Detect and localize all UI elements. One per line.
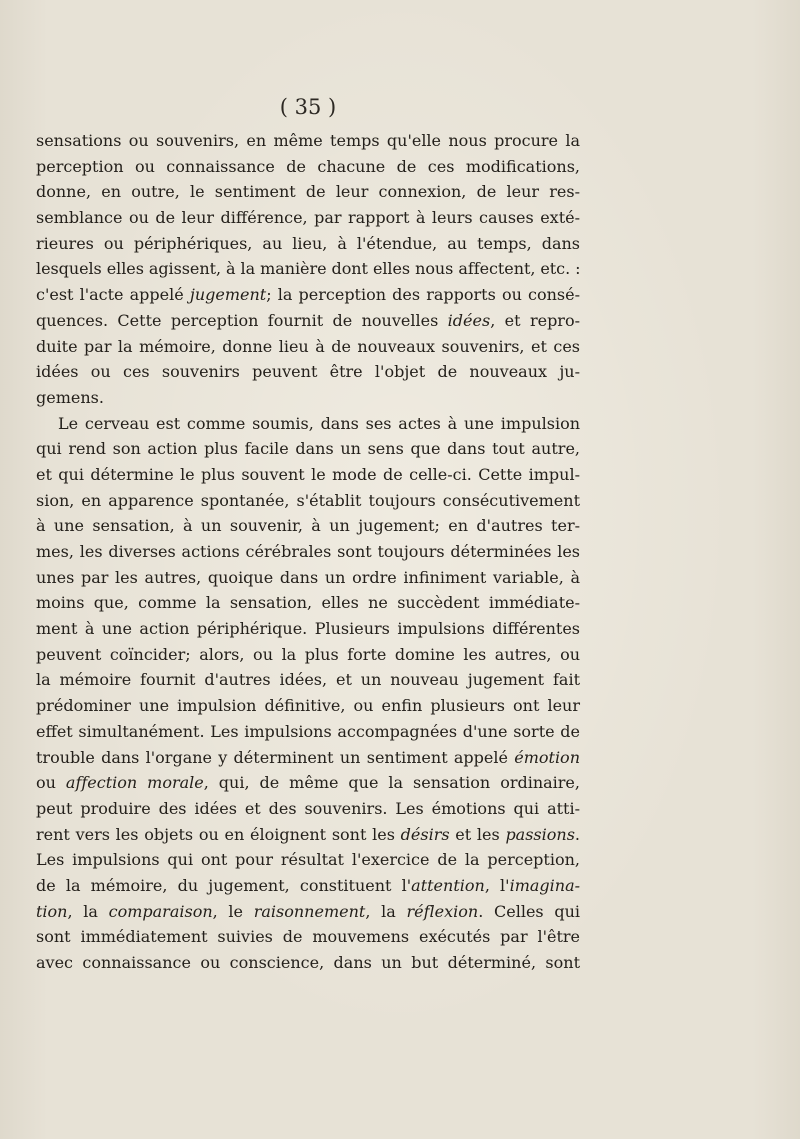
text-segment: , le bbox=[212, 901, 254, 921]
italic-term: jugement bbox=[189, 285, 267, 305]
text-segment: . bbox=[574, 824, 580, 844]
text-segment: sion, en apparence spontanée, s'établit toujours consécutivement bbox=[36, 490, 580, 510]
text-line bbox=[36, 308, 580, 334]
text-segment: ou bbox=[36, 773, 66, 793]
italic-term: idées bbox=[447, 310, 491, 330]
text-segment: à une sensation, à un souvenir, à un jugement; en d'autres ter- bbox=[36, 516, 580, 536]
text-line bbox=[36, 590, 580, 616]
text-segment: trouble dans l'organe y déterminent un sentiment appelé bbox=[36, 747, 515, 767]
text-segment: , la bbox=[365, 901, 407, 921]
text-line bbox=[36, 411, 580, 437]
text-line bbox=[36, 924, 580, 950]
text-segment: de la mémoire, du jugement, constituent l' bbox=[36, 875, 412, 895]
text-line bbox=[36, 899, 580, 925]
text-line bbox=[36, 950, 580, 976]
italic-term: imagina- bbox=[509, 875, 581, 895]
text-segment: unes par les autres, quoique dans un ordre infiniment variable, à bbox=[36, 567, 580, 587]
text-line bbox=[36, 539, 580, 565]
text-line bbox=[36, 745, 580, 771]
text-segment: prédominer une impulsion définitive, ou enfin plusieurs ont leur bbox=[36, 696, 580, 716]
text-line bbox=[36, 693, 580, 719]
text-line bbox=[36, 385, 580, 411]
text-line bbox=[36, 616, 580, 642]
text-segment: ; la perception des rapports ou consé- bbox=[266, 285, 580, 305]
text-line bbox=[36, 513, 580, 539]
text-segment: , et repro- bbox=[490, 310, 580, 330]
body-text bbox=[36, 128, 580, 976]
text-line bbox=[36, 488, 580, 514]
text-line bbox=[36, 154, 580, 180]
text-segment: Le cerveau est comme soumis, dans ses actes à une impulsion bbox=[58, 413, 580, 433]
text-segment: , la bbox=[67, 901, 109, 921]
text-line bbox=[36, 179, 580, 205]
text-line bbox=[36, 462, 580, 488]
text-line bbox=[36, 873, 580, 899]
text-segment: c'est l'acte appelé bbox=[36, 285, 190, 305]
text-line bbox=[36, 436, 580, 462]
text-segment: effet simultanément. Les impulsions accompagnées d'une sorte de bbox=[36, 721, 580, 741]
text-segment: et qui détermine le plus souvent le mode de celle-ci. Cette impul- bbox=[36, 464, 580, 484]
text-segment: avec connaissance ou conscience, dans un but déterminé, sont bbox=[36, 953, 580, 972]
text-segment: sont immédiatement suivies de mouvemens exécutés par l'être bbox=[36, 927, 580, 947]
text-line bbox=[36, 642, 580, 668]
text-line bbox=[36, 359, 580, 385]
italic-term: tion bbox=[36, 901, 68, 921]
text-line bbox=[36, 256, 580, 282]
text-segment: gemens. bbox=[36, 387, 104, 407]
text-line bbox=[36, 847, 580, 873]
text-segment: duite par la mémoire, donne lieu à de nouveaux souvenirs, et ces bbox=[36, 336, 580, 356]
text-segment: . Celles qui bbox=[478, 901, 580, 921]
italic-term: passions bbox=[505, 824, 575, 844]
italic-term: attention bbox=[411, 875, 485, 895]
text-segment: perception ou connaissance de chacune de ces modifications, bbox=[36, 156, 580, 176]
italic-term: affection morale bbox=[65, 773, 204, 793]
italic-term: comparaison bbox=[108, 901, 213, 921]
text-segment: peuvent coïncider; alors, ou la plus forte domine les autres, ou bbox=[36, 644, 580, 664]
text-segment: idées ou ces souvenirs peuvent être l'objet de nouveaux ju- bbox=[36, 362, 580, 382]
text-segment: Les impulsions qui ont pour résultat l'exercice de la perception, bbox=[36, 850, 580, 870]
text-line bbox=[36, 796, 580, 822]
italic-term: émotion bbox=[514, 747, 580, 767]
text-segment: lesquels elles agissent, à la manière dont elles nous affectent, etc. : bbox=[36, 259, 581, 279]
text-line bbox=[36, 770, 580, 796]
page-number: ( 35 ) bbox=[279, 95, 337, 119]
text-segment: mes, les diverses actions cérébrales sont toujours déterminées les bbox=[36, 542, 580, 561]
text-segment: , l' bbox=[484, 875, 510, 895]
text-segment: rieures ou périphériques, au lieu, à l'étendue, au temps, dans bbox=[36, 233, 580, 253]
text-line bbox=[36, 565, 580, 591]
text-segment: semblance ou de leur différence, par rapport à leurs causes exté- bbox=[36, 208, 580, 228]
text-segment: la mémoire fournit d'autres idées, et un nouveau jugement fait bbox=[36, 670, 580, 690]
text-segment: moins que, comme la sensation, elles ne succèdent immédiate- bbox=[36, 593, 580, 613]
text-segment: qui rend son action plus facile dans un sens que dans tout autre, bbox=[36, 439, 580, 459]
text-line bbox=[36, 282, 580, 308]
text-line bbox=[36, 667, 580, 693]
text-segment: quences. Cette perception fournit de nouvelles bbox=[36, 310, 448, 330]
italic-term: raisonnement bbox=[253, 901, 366, 921]
text-segment: sensations ou souvenirs, en même temps qu'elle nous procure la bbox=[36, 131, 580, 150]
italic-term: désirs bbox=[400, 824, 450, 844]
text-line bbox=[36, 231, 580, 257]
text-line bbox=[36, 822, 580, 848]
text-segment: ment à une action périphérique. Plusieurs impulsions différentes bbox=[36, 619, 580, 639]
text-line bbox=[36, 719, 580, 745]
text-line bbox=[36, 334, 580, 360]
italic-term: réflexion bbox=[406, 901, 479, 921]
text-segment: rent vers les objets ou en éloignent sont les bbox=[36, 824, 401, 844]
text-line bbox=[36, 128, 580, 154]
text-line bbox=[36, 205, 580, 231]
text-segment: , qui, de même que la sensation ordinaire, bbox=[203, 773, 580, 793]
text-segment: peut produire des idées et des souvenirs. Les émotions qui atti- bbox=[36, 798, 580, 818]
text-segment: et les bbox=[449, 824, 506, 844]
text-segment: donne, en outre, le sentiment de leur connexion, de leur res- bbox=[36, 182, 580, 202]
